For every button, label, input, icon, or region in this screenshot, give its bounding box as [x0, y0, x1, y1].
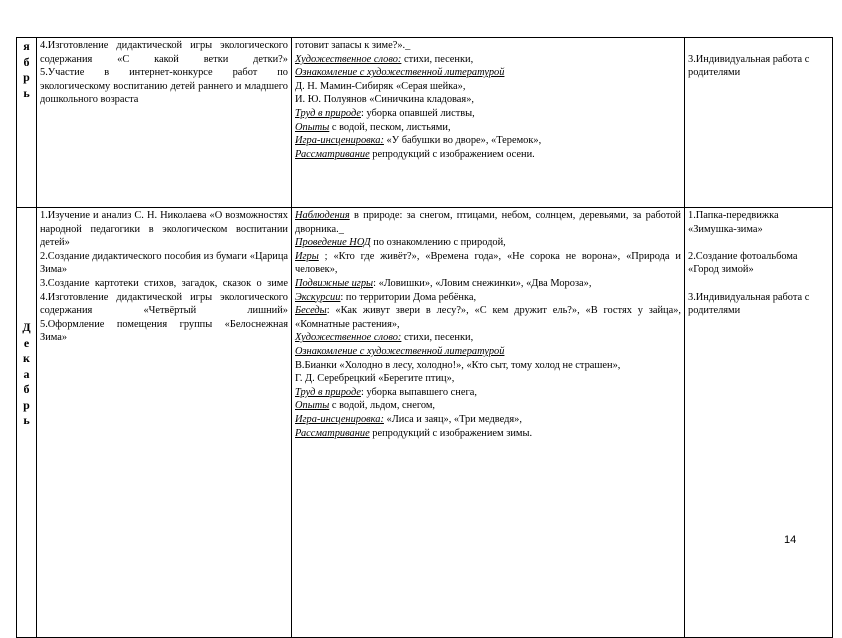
- tasks-cell: [37, 38, 292, 208]
- plan-table: [16, 37, 833, 638]
- activity-line: Рассматривание репродукций с изображением зимы.: [295, 427, 533, 439]
- month-letter: е: [23, 335, 30, 350]
- task-item: 5.Оформление помещения группы «Белоснежная Зима»: [40, 318, 288, 344]
- activity-line: Экскурсии: по территории Дома ребёнка,: [295, 291, 477, 303]
- month-letter: а: [23, 366, 30, 381]
- month-letter: ь: [23, 85, 30, 100]
- activity-line: Игра-инсценировка: «Лиса и заяц», «Три медведя»,: [295, 413, 522, 425]
- activity-line: Игра-инсценировка: «У бабушки во дворе», «Теремок»,: [295, 135, 542, 147]
- page-number: 14: [784, 534, 797, 546]
- task-item: 3.Создание картотеки стихов, загадок, сказок о зиме: [40, 277, 288, 289]
- task-item: 4.Изготовление дидактической игры экологического содержания «С какой ветки детки?»: [40, 40, 288, 65]
- activity-line: И. Ю. Полуянов «Синичкина кладовая»,: [295, 94, 474, 106]
- month-letter: р: [23, 397, 30, 412]
- month-letter: я: [23, 39, 30, 53]
- activity-line: Ознакомление с художественной литературой: [295, 345, 505, 357]
- month-cell: [17, 208, 37, 638]
- table-row-december: [17, 208, 833, 638]
- month-letter: к: [23, 351, 30, 365]
- activity-line: Труд в природе: уборка опавшей листвы,: [295, 107, 475, 119]
- activity-line: Рассматривание репродукций с изображением осени.: [295, 148, 535, 160]
- activity-line: Проведение НОД по ознакомлению с природой,: [295, 237, 506, 249]
- task-item: 2.Создание дидактического пособия из бумаги «Царица Зима»: [40, 250, 288, 276]
- activity-line: готовит запасы к зиме?»._: [295, 40, 411, 51]
- month-letter: б: [23, 382, 30, 396]
- parent-work-item: 2.Создание фотоальбома «Город зимой»: [688, 250, 798, 276]
- tasks-cell: [37, 208, 292, 638]
- parent-work-item: 3.Индивидуальная работа с родителями: [688, 53, 810, 79]
- activity-line: Труд в природе: уборка выпавшего снега,: [295, 386, 477, 398]
- month-letter: Д: [22, 320, 31, 334]
- activities-cell: [292, 38, 685, 208]
- activity-line: Подвижные игры: «Ловишки», «Ловим снежинки», «Два Мороза»,: [295, 277, 592, 289]
- parents-cell: [685, 208, 833, 638]
- activity-line: Игры ; «Кто где живёт?», «Времена года», «Не сорока не ворона», «Природа и человек»,: [295, 250, 681, 276]
- parent-work-item: 1.Папка-передвижка «Зимушка-зима»: [688, 210, 779, 235]
- activity-line: Ознакомление с художественной литературой: [295, 67, 505, 79]
- table-row-november: [17, 38, 833, 208]
- parents-cell: [685, 38, 833, 208]
- activity-line: Опыты с водой, льдом, снегом,: [295, 400, 435, 412]
- month-letter: б: [23, 54, 30, 69]
- parent-work-item: 3.Индивидуальная работа с родителями: [688, 291, 810, 317]
- month-letter: ь: [23, 413, 30, 427]
- activity-line: Опыты с водой, песком, листьями,: [295, 121, 451, 133]
- activity-line: Д. Н. Мамин-Сибиряк «Серая шейка»,: [295, 80, 466, 92]
- activities-cell: [292, 208, 685, 638]
- activity-line: Наблюдения в природе: за снегом, птицами, небом, солнцем, деревьями, за работой дворника._: [295, 210, 681, 235]
- activity-line: Художественное слово: стихи, песенки,: [295, 53, 474, 65]
- activity-line: Г. Д. Серебрецкий «Берегите птиц»,: [295, 373, 455, 385]
- activity-line: В.Бианки «Холодно в лесу, холодно!», «Кто сыт, тому холод не страшен»,: [295, 359, 621, 371]
- task-item: 5.Участие в интернет-конкурсе работ по экологическому воспитанию детей раннего и младшего дошкольного возраста: [40, 67, 288, 106]
- month-cell: [17, 38, 37, 208]
- task-item: 1.Изучение и анализ С. Н. Николаева «О возможностях народной педагогики в экологическом воспитании детей»: [40, 210, 288, 249]
- task-item: 4.Изготовление дидактической игры экологического содержания «Четвёртый лишний»: [40, 291, 288, 317]
- activity-line: Беседы: «Как живут звери в лесу?», «С кем дружит ель?», «В гостях у зайца», «Комнатные растения»,: [295, 305, 681, 330]
- month-letter: р: [23, 70, 30, 84]
- activity-line: Художественное слово: стихи, песенки,: [295, 332, 474, 344]
